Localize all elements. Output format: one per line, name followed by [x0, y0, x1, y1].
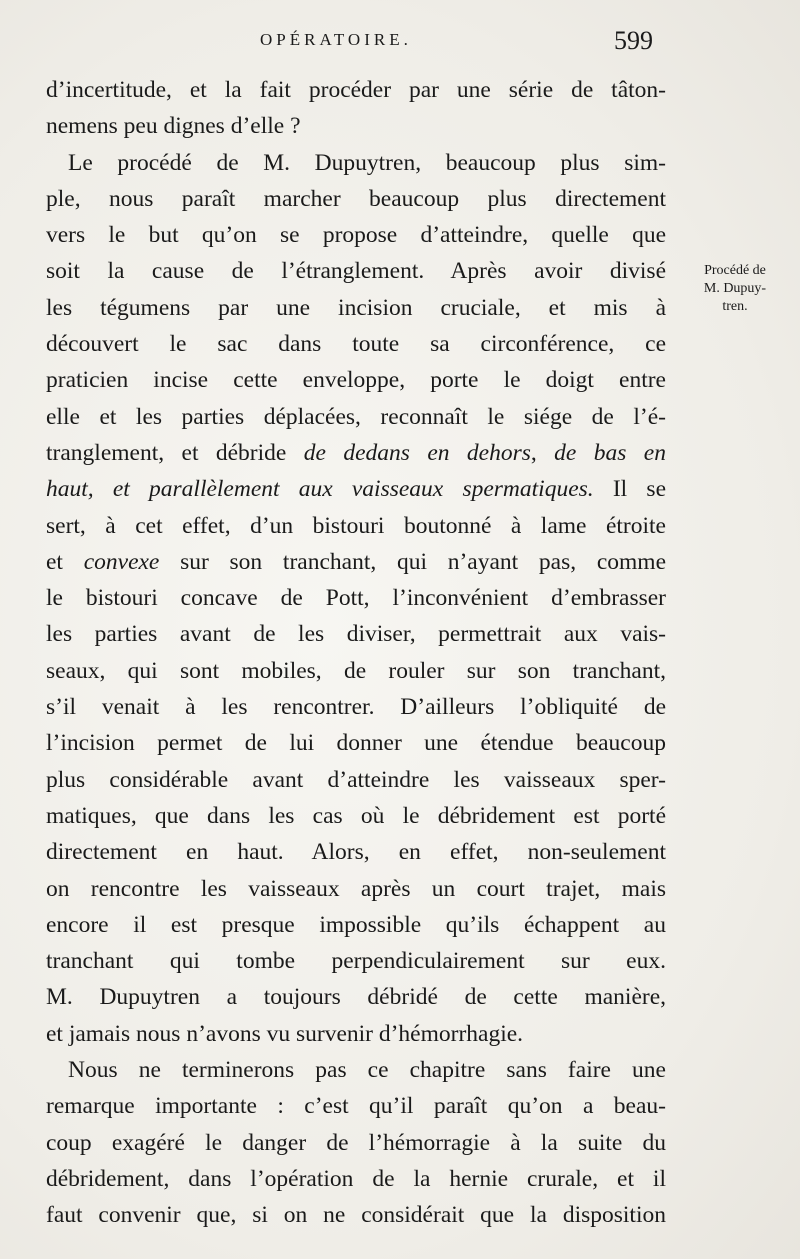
text-line: [46, 435, 666, 471]
page-number: 599: [614, 26, 653, 55]
text-run: elle et les parties déplacées, reconnaît le siége de l’é-: [46, 403, 666, 430]
text-line: [46, 943, 666, 979]
text-run: et jamais nous n’avons vu survenir d’hémorrhagie.: [46, 1020, 524, 1047]
text-line: [46, 907, 666, 943]
text-run: plus considérable avant d’atteindre les vaisseaux sper-: [46, 766, 666, 793]
text-run: l’incision permet de lui donner une étendue beaucoup: [46, 730, 666, 757]
text-run: découvert le sac dans toute sa circonférence, ce: [46, 331, 666, 358]
text-run: praticien incise cette enveloppe, porte le doigt entre: [46, 367, 666, 394]
margin-note-line: M. Dupuy-: [703, 281, 767, 296]
margin-note-line: tren.: [722, 299, 748, 314]
text-line: [46, 871, 666, 907]
body-text: [46, 72, 666, 1234]
running-title: OPÉRATOIRE.: [260, 30, 412, 49]
text-run: faut convenir que, si on ne considérait que la disposition: [46, 1202, 666, 1229]
text-run: tranglement, et débride: [46, 439, 304, 466]
text-run: Nous ne terminerons pas ce chapitre sans faire une: [68, 1057, 666, 1084]
text-run: ,: [530, 439, 555, 466]
text-line: [46, 653, 666, 689]
text-run: directement en haut. Alors, en effet, non-seulement: [46, 839, 666, 866]
italic-text: de bas en: [554, 439, 666, 466]
italic-text: convexe: [83, 548, 160, 575]
text-run: sur son tranchant, qui n’ayant pas, comme: [159, 548, 667, 575]
text-line: [46, 362, 666, 398]
text-line: [46, 544, 666, 580]
text-line: [46, 798, 666, 834]
text-line: [46, 253, 666, 289]
text-line: [46, 1197, 666, 1233]
text-line: [46, 580, 666, 616]
text-line: [46, 834, 666, 870]
text-line: [46, 762, 666, 798]
text-run: soit la cause de l’étranglement. Après avoir divisé: [46, 258, 666, 285]
margin-note-line: Procédé de: [704, 263, 766, 278]
italic-text: haut, et parallèlement aux vaisseaux spermatiques.: [46, 476, 594, 503]
text-run: remarque importante : c’est qu’il paraît qu’on a beau-: [46, 1093, 666, 1120]
text-run: coup exagéré le danger de l’hémorragie à la suite du: [46, 1129, 666, 1156]
text-line: [46, 725, 666, 761]
text-run: débridement, dans l’opération de la hernie crurale, et il: [46, 1165, 666, 1192]
text-line: [46, 181, 666, 217]
text-line: [46, 689, 666, 725]
text-line: [46, 399, 666, 435]
text-run: encore il est presque impossible qu’ils échappent au: [46, 911, 666, 938]
text-line: [46, 1161, 666, 1197]
text-line: [46, 72, 666, 108]
text-run: nemens peu dignes d’elle ?: [46, 113, 301, 140]
text-line: [46, 1016, 666, 1052]
text-run: les parties avant de les diviser, permettrait aux vais-: [46, 621, 666, 648]
text-line: [46, 290, 666, 326]
text-run: seaux, qui sont mobiles, de rouler sur son tranchant,: [46, 657, 666, 684]
text-run: on rencontre les vaisseaux après un court trajet, mais: [46, 875, 666, 902]
text-run: matiques, que dans les cas où le débridement est porté: [46, 802, 666, 829]
text-line: [46, 616, 666, 652]
text-run: M. Dupuytren a toujours débridé de cette manière,: [46, 984, 666, 1011]
text-line: [46, 508, 666, 544]
margin-note: [676, 262, 794, 316]
text-run: les tégumens par une incision cruciale, et mis à: [46, 294, 666, 321]
text-run: et: [46, 548, 84, 575]
text-line: [46, 1088, 666, 1124]
italic-text: de dedans en dehors: [303, 439, 531, 466]
text-line: [46, 145, 666, 181]
text-run: sert, à cet effet, d’un bistouri boutonné à lame étroite: [46, 512, 666, 539]
text-line: [46, 1125, 666, 1161]
text-run: s’il venait à les rencontrer. D’ailleurs l’obliquité de: [46, 694, 666, 721]
text-line: [46, 217, 666, 253]
text-line: [46, 979, 666, 1015]
text-run: ple, nous paraît marcher beaucoup plus directement: [46, 185, 666, 212]
text-run: tranchant qui tombe perpendiculairement sur eux.: [46, 948, 666, 975]
text-run: le bistouri concave de Pott, l’inconvénient d’embrasser: [46, 585, 666, 612]
text-run: d’incertitude, et la fait procéder par une série de tâton-: [46, 77, 666, 103]
text-line: [46, 108, 666, 144]
text-run: Le procédé de M. Dupuytren, beaucoup plus sim-: [68, 149, 666, 176]
text-line: [46, 471, 666, 507]
text-run: Il se: [593, 476, 666, 503]
text-line: [46, 326, 666, 362]
text-line: [46, 1052, 666, 1088]
text-run: vers le but qu’on se propose d’atteindre, quelle que: [46, 222, 666, 249]
